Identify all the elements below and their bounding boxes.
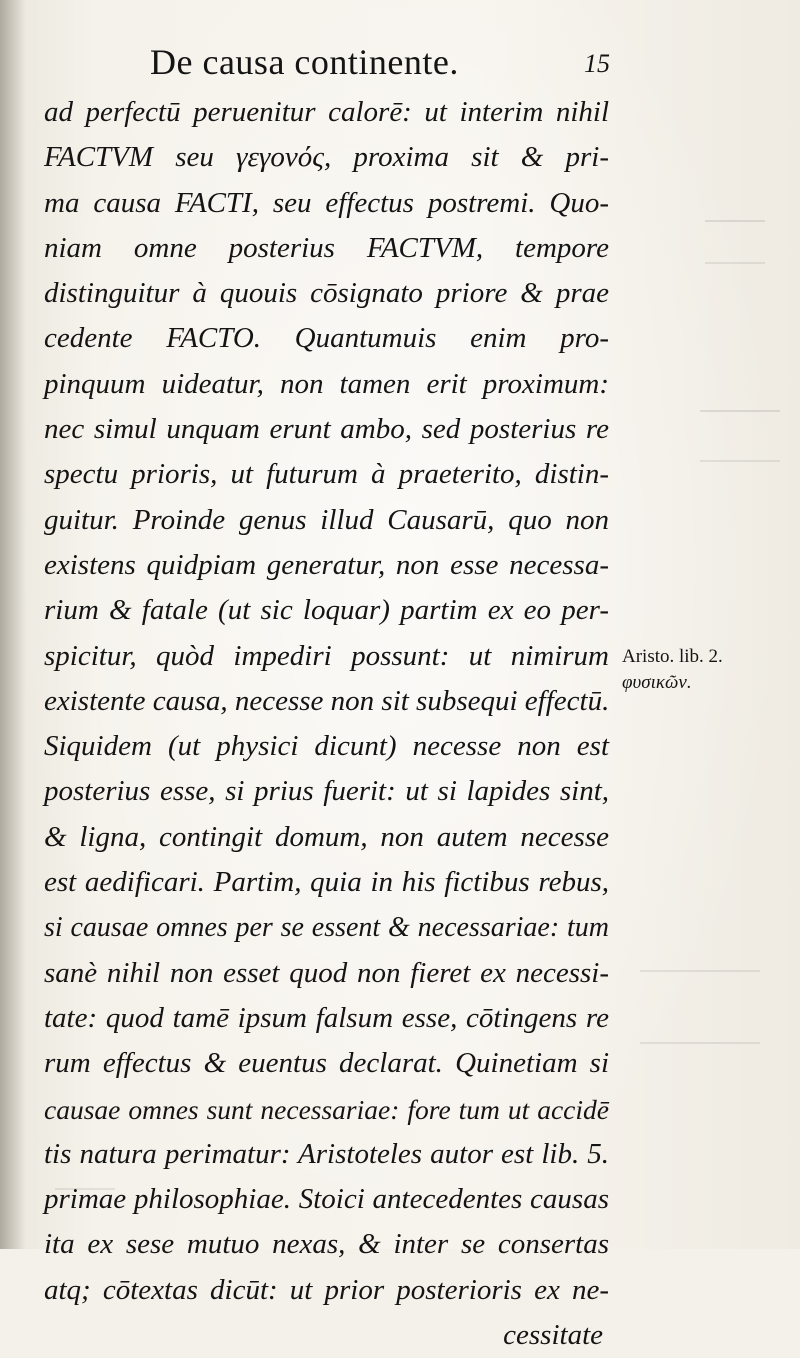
page-header xyxy=(150,38,610,88)
text-line: existente causa, necesse non sit subsequi effectū. xyxy=(44,684,610,717)
gutter-shadow xyxy=(0,0,26,1249)
text-line: si causae omnes per se essent & necessariae: tum xyxy=(44,912,609,944)
text-line: distinguitur à quouis cōsignato priore & prae xyxy=(44,277,609,310)
text-line: primae philosophiae. Stoici antecedentes causas xyxy=(44,1183,609,1216)
catchword: cessitate xyxy=(503,1319,603,1352)
marginal-note xyxy=(622,644,792,696)
text-line: ita ex sese mutuo nexas, & inter se consertas xyxy=(44,1228,609,1261)
text-line: rum effectus & euentus declarat. Quinetiam si xyxy=(44,1047,609,1080)
text-line: posterius esse, si prius fuerit: ut si lapides sint, xyxy=(44,775,609,808)
text-line: pinquum uideatur, non tamen erit proximum: xyxy=(44,367,609,400)
text-line: est aedificari. Partim, quia in his fictibus rebus, xyxy=(44,866,609,899)
bleed-through-mark xyxy=(705,220,765,264)
bleed-through-mark xyxy=(700,410,780,462)
text-line: cedente FACTO. Quantumuis enim pro- xyxy=(44,322,609,355)
marginal-note-reference: Aristo. lib. 2. xyxy=(622,646,723,667)
text-line: rium & fatale (ut sic loquar) partim ex eo per- xyxy=(44,594,609,627)
text-line: tate: quod tamē ipsum falsum esse, cōtingens re xyxy=(44,1001,609,1034)
text-line: causae omnes sunt necessariae: fore tum ut accidē xyxy=(44,1093,609,1125)
bleed-through-mark xyxy=(55,1188,115,1198)
body-text xyxy=(44,90,609,1358)
text-line: tis natura perimatur: Aristoteles autor est lib. 5. xyxy=(44,1137,609,1170)
text-line: Siquidem (ut physici dicunt) necesse non est xyxy=(44,730,609,763)
text-line: atq; cōtextas dicūt: ut prior posterioris ex ne- xyxy=(44,1273,609,1306)
text-line: ad perfectū peruenitur calorē: ut interim nihil xyxy=(44,96,609,128)
text-line: spectu prioris, ut futurum à praeterito, distin- xyxy=(44,458,609,491)
text-line: existens quidpiam generatur, non esse necessa- xyxy=(44,548,609,581)
text-line: niam omne posterius FACTVM, tempore xyxy=(44,231,609,264)
text-line: guitur. Proinde genus illud Causarū, quo non xyxy=(44,503,609,536)
marginal-note-greek: φυσικῶν. xyxy=(622,672,692,693)
page-number: 15 xyxy=(584,49,610,78)
text-line: ma causa FACTI, seu effectus postremi. Quo- xyxy=(44,186,609,219)
running-head: De causa continente. xyxy=(150,42,459,82)
text-line: nec simul unquam erunt ambo, sed posterius re xyxy=(44,413,609,446)
text-line: FACTVM seu γεγονός, proxima sit & pri- xyxy=(44,141,609,174)
text-line: spicitur, quòd impediri possunt: ut nimirum xyxy=(44,639,609,672)
text-line: sanè nihil non esset quod non fieret ex necessi- xyxy=(44,956,609,989)
text-line: & ligna, contingit domum, non autem necesse xyxy=(44,820,609,853)
bleed-through-mark xyxy=(640,970,760,1044)
